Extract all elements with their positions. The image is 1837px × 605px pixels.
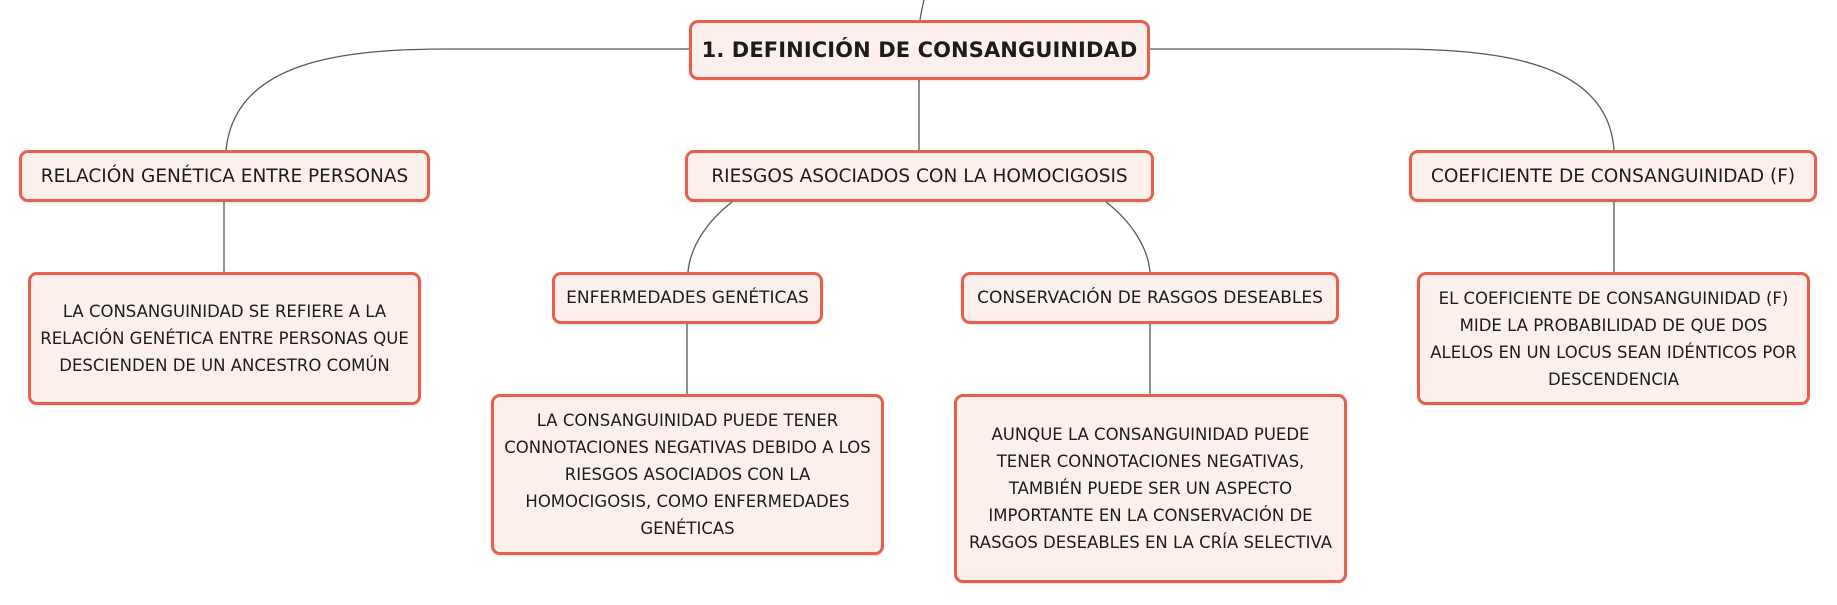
detail-node-text: LA CONSANGUINIDAD SE REFIERE A LA RELACIÓN GENÉTICA ENTRE PERSONAS QUE DESCIENDEN DE UN ANCESTRO COMÚN (40, 302, 409, 375)
topic-node-label: RELACIÓN GENÉTICA ENTRE PERSONAS (40, 165, 409, 187)
topic-node-label: RIESGOS ASOCIADOS CON LA HOMOCIGOSIS (711, 165, 1128, 187)
subtopic-node-label: CONSERVACIÓN DE RASGOS DESEABLES (977, 288, 1323, 308)
connector-root-to-relacion (226, 49, 689, 150)
detail-node-text: EL COEFICIENTE DE CONSANGUINIDAD (F) MIDE LA PROBABILIDAD DE QUE DOS ALELOS EN UN LOCUS SEAN IDÉNTICOS POR DESCENDENCIA (1430, 288, 1797, 389)
subtopic-node-conservacion-rasgos[interactable] (961, 272, 1339, 324)
root-node[interactable] (689, 20, 1150, 80)
root-node-label: 1. DEFINICIÓN DE CONSANGUINIDAD (701, 38, 1138, 62)
detail-node-text: LA CONSANGUINIDAD PUEDE TENER CONNOTACIONES NEGATIVAS DEBIDO A LOS RIESGOS ASOCIADOS CON LA HOMOCIGOSIS, COMO ENFERMEDADES GENÉTICAS (504, 411, 871, 538)
topic-node-label: COEFICIENTE DE CONSANGUINIDAD (F) (1430, 165, 1796, 187)
topic-node-relacion-genetica[interactable] (19, 150, 430, 202)
subtopic-node-label: ENFERMEDADES GENÉTICAS (566, 288, 809, 308)
topic-node-coeficiente[interactable] (1409, 150, 1817, 202)
detail-node-coeficiente[interactable] (1417, 272, 1810, 405)
detail-node-enfermedades-geneticas[interactable] (491, 394, 884, 555)
detail-node-text: AUNQUE LA CONSANGUINIDAD PUEDE TENER CONNOTACIONES NEGATIVAS, TAMBIÉN PUEDE SER UN ASPECTO IMPORTANTE EN LA CONSERVACIÓN DE RASGOS DESEABLES EN LA CRÍA SELECTIVA (968, 425, 1333, 552)
detail-node-relacion-genetica[interactable] (28, 272, 421, 405)
subtopic-node-enfermedades-geneticas[interactable] (552, 272, 823, 324)
detail-node-conservacion-rasgos[interactable] (954, 394, 1347, 583)
connector-riesgos-to-enfermedades (688, 202, 732, 272)
connector-root-to-coeficiente (1150, 49, 1614, 150)
connector-parent-to-root (920, 0, 924, 20)
connector-riesgos-to-conservacion (1106, 202, 1150, 272)
topic-node-riesgos-homocigosis[interactable] (685, 150, 1154, 202)
